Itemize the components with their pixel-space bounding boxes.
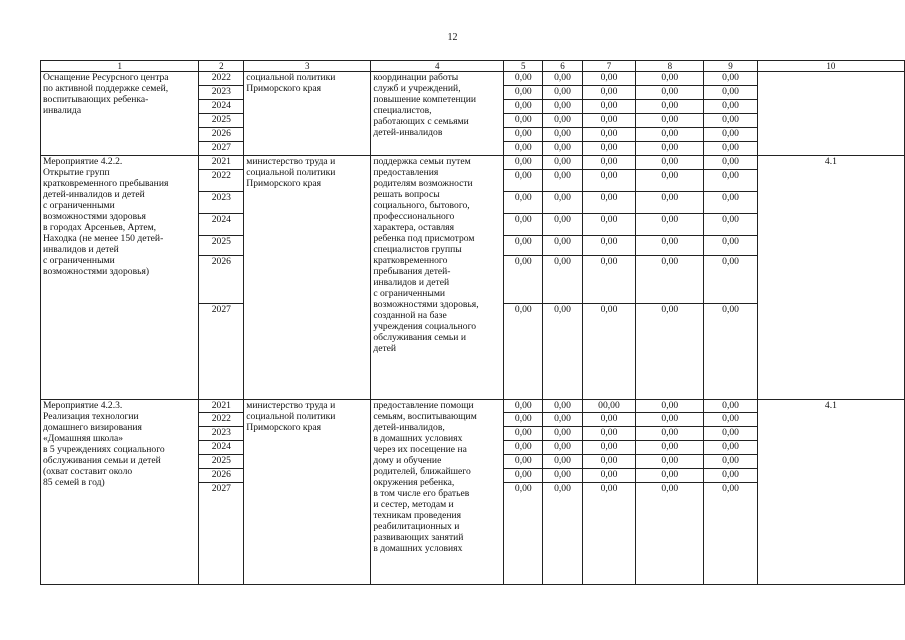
value-cell: 0,00 — [504, 427, 543, 441]
executor-cell: социальной политики Приморского края — [244, 72, 371, 156]
year-cell: 2021 — [199, 156, 244, 170]
value-cell: 0,00 — [704, 156, 758, 170]
value-cell: 0,00 — [543, 483, 582, 585]
value-cell: 0,00 — [636, 256, 704, 304]
value-cell: 0,00 — [582, 192, 636, 214]
value-cell: 0,00 — [543, 469, 582, 483]
result-link-cell: 4.1 — [757, 400, 904, 585]
value-cell: 0,00 — [504, 86, 543, 100]
page-number: 12 — [447, 32, 458, 43]
value-cell: 0,00 — [636, 142, 704, 156]
value-cell: 0,00 — [543, 72, 582, 86]
value-cell: 0,00 — [543, 214, 582, 236]
value-cell: 0,00 — [504, 413, 543, 427]
value-cell: 0,00 — [636, 114, 704, 128]
year-cell: 2022 — [199, 170, 244, 192]
value-cell: 0,00 — [704, 100, 758, 114]
year-cell: 2023 — [199, 427, 244, 441]
value-cell: 0,00 — [504, 483, 543, 585]
value-cell: 0,00 — [704, 86, 758, 100]
value-cell: 0,00 — [582, 469, 636, 483]
table-row — [41, 156, 905, 170]
measure-name-cell: Мероприятие 4.2.3. Реализация технологии домашнего визирования «Домашняя школа» в 5 учреждениях социального обслуживания семьи и детей (охват составит около 85 семей в год) — [41, 400, 199, 585]
value-cell: 0,00 — [543, 86, 582, 100]
value-cell: 0,00 — [582, 236, 636, 256]
value-cell: 0,00 — [504, 469, 543, 483]
value-cell: 0,00 — [636, 441, 704, 455]
value-cell: 0,00 — [704, 72, 758, 86]
year-cell: 2027 — [199, 142, 244, 156]
col-header: 4 — [371, 61, 504, 72]
value-cell: 0,00 — [543, 304, 582, 400]
value-cell: 0,00 — [704, 192, 758, 214]
value-cell: 0,00 — [582, 142, 636, 156]
year-cell: 2022 — [199, 413, 244, 427]
value-cell: 0,00 — [704, 483, 758, 585]
year-cell: 2024 — [199, 214, 244, 236]
value-cell: 0,00 — [636, 483, 704, 585]
value-cell: 0,00 — [704, 427, 758, 441]
value-cell: 0,00 — [704, 114, 758, 128]
executor-cell: министерство труда и социальной политики Приморского края — [244, 156, 371, 400]
value-cell: 0,00 — [636, 86, 704, 100]
table-row — [41, 400, 905, 413]
value-cell: 0,00 — [582, 170, 636, 192]
value-cell: 0,00 — [704, 214, 758, 236]
value-cell: 0,00 — [504, 72, 543, 86]
value-cell: 0,00 — [543, 455, 582, 469]
year-cell: 2023 — [199, 86, 244, 100]
value-cell: 0,00 — [636, 469, 704, 483]
header-row — [41, 61, 905, 72]
value-cell: 0,00 — [582, 128, 636, 142]
value-cell: 0,00 — [504, 142, 543, 156]
value-cell: 0,00 — [636, 236, 704, 256]
description-cell: предоставление помощи семьям, воспитывающим детей-инвалидов, в домашних условиях через их посещение на дому и обучение родителей, ближайшего окружения ребенка, в том числе его братьев и сестер, методам и техникам проведения реабилитационных и развивающих занятий в домашних условиях — [371, 400, 504, 585]
value-cell: 0,00 — [704, 455, 758, 469]
year-cell: 2022 — [199, 72, 244, 86]
value-cell: 0,00 — [543, 427, 582, 441]
measure-name-cell: Оснащение Ресурсного центра по активной поддержке семей, воспитывающих ребенка- инвалида — [41, 72, 199, 156]
value-cell: 0,00 — [582, 455, 636, 469]
value-cell: 0,00 — [582, 427, 636, 441]
value-cell: 0,00 — [704, 236, 758, 256]
value-cell: 0,00 — [504, 214, 543, 236]
value-cell: 0,00 — [636, 170, 704, 192]
value-cell: 0,00 — [704, 400, 758, 413]
value-cell: 0,00 — [636, 427, 704, 441]
col-header: 2 — [199, 61, 244, 72]
value-cell: 0,00 — [582, 214, 636, 236]
value-cell: 0,00 — [636, 455, 704, 469]
value-cell: 0,00 — [636, 128, 704, 142]
col-header: 5 — [504, 61, 543, 72]
value-cell: 0,00 — [704, 304, 758, 400]
value-cell: 0,00 — [582, 86, 636, 100]
value-cell: 0,00 — [582, 72, 636, 86]
value-cell: 0,00 — [504, 304, 543, 400]
col-header: 6 — [543, 61, 582, 72]
year-cell: 2026 — [199, 469, 244, 483]
col-header: 8 — [636, 61, 704, 72]
col-header: 9 — [704, 61, 758, 72]
table-row — [41, 72, 905, 86]
value-cell: 0,00 — [636, 100, 704, 114]
value-cell: 0,00 — [504, 156, 543, 170]
value-cell: 0,00 — [543, 100, 582, 114]
value-cell: 0,00 — [504, 236, 543, 256]
value-cell: 0,00 — [543, 142, 582, 156]
value-cell: 0,00 — [636, 156, 704, 170]
value-cell: 0,00 — [582, 114, 636, 128]
value-cell: 0,00 — [704, 256, 758, 304]
value-cell: 0,00 — [543, 128, 582, 142]
value-cell: 0,00 — [636, 413, 704, 427]
value-cell: 0,00 — [704, 128, 758, 142]
year-cell: 2021 — [199, 400, 244, 413]
value-cell: 0,00 — [543, 413, 582, 427]
year-cell: 2024 — [199, 441, 244, 455]
value-cell: 0,00 — [543, 170, 582, 192]
value-cell: 0,00 — [636, 214, 704, 236]
value-cell: 0,00 — [504, 400, 543, 413]
col-header: 7 — [582, 61, 636, 72]
program-table — [40, 60, 905, 585]
value-cell: 0,00 — [636, 400, 704, 413]
description-cell: координации работы служб и учреждений, повышение компетенции специалистов, работающих с семьями детей-инвалидов — [371, 72, 504, 156]
value-cell: 0,00 — [504, 192, 543, 214]
year-cell: 2025 — [199, 455, 244, 469]
value-cell: 0,00 — [543, 441, 582, 455]
value-cell: 0,00 — [504, 170, 543, 192]
col-header: 3 — [244, 61, 371, 72]
executor-cell: министерство труда и социальной политики Приморского края — [244, 400, 371, 585]
value-cell: 0,00 — [636, 72, 704, 86]
value-cell: 0,00 — [582, 304, 636, 400]
value-cell: 00,00 — [582, 400, 636, 413]
value-cell: 0,00 — [543, 192, 582, 214]
value-cell: 0,00 — [582, 100, 636, 114]
value-cell: 0,00 — [504, 100, 543, 114]
value-cell: 0,00 — [582, 413, 636, 427]
value-cell: 0,00 — [704, 441, 758, 455]
value-cell: 0,00 — [504, 256, 543, 304]
value-cell: 0,00 — [704, 170, 758, 192]
description-cell: поддержка семьи путем предоставления родителям возможности решать вопросы социального, бытового, профессионального характера, оставляя ребенка под присмотром специалистов группы кратковременного пребывания детей- инвалидов и детей с ограниченными возможностями здоровья, созданной на базе учреждения социального обслуживания семьи и детей — [371, 156, 504, 400]
measure-name-cell: Мероприятие 4.2.2. Открытие групп кратковременного пребывания детей-инвалидов и детей с ограниченными возможностями здоровья в городах Арсеньев, Артем, Находка (не менее 150 детей- инвалидов и детей с ограниченными возможностями здоровья) — [41, 156, 199, 400]
value-cell: 0,00 — [543, 114, 582, 128]
year-cell: 2026 — [199, 128, 244, 142]
value-cell: 0,00 — [543, 236, 582, 256]
value-cell: 0,00 — [704, 142, 758, 156]
value-cell: 0,00 — [582, 156, 636, 170]
year-cell: 2025 — [199, 114, 244, 128]
value-cell: 0,00 — [582, 441, 636, 455]
col-header: 1 — [41, 61, 199, 72]
value-cell: 0,00 — [504, 114, 543, 128]
year-cell: 2025 — [199, 236, 244, 256]
year-cell: 2027 — [199, 483, 244, 585]
year-cell: 2026 — [199, 256, 244, 304]
value-cell: 0,00 — [704, 469, 758, 483]
col-header: 10 — [757, 61, 904, 72]
value-cell: 0,00 — [543, 156, 582, 170]
year-cell: 2024 — [199, 100, 244, 114]
year-cell: 2023 — [199, 192, 244, 214]
value-cell: 0,00 — [636, 192, 704, 214]
value-cell: 0,00 — [582, 256, 636, 304]
value-cell: 0,00 — [504, 128, 543, 142]
result-link-cell: 4.1 — [757, 156, 904, 400]
value-cell: 0,00 — [543, 400, 582, 413]
value-cell: 0,00 — [582, 483, 636, 585]
value-cell: 0,00 — [504, 441, 543, 455]
value-cell: 0,00 — [636, 304, 704, 400]
year-cell: 2027 — [199, 304, 244, 400]
value-cell: 0,00 — [543, 256, 582, 304]
value-cell: 0,00 — [504, 455, 543, 469]
result-link-cell — [757, 72, 904, 156]
value-cell: 0,00 — [704, 413, 758, 427]
